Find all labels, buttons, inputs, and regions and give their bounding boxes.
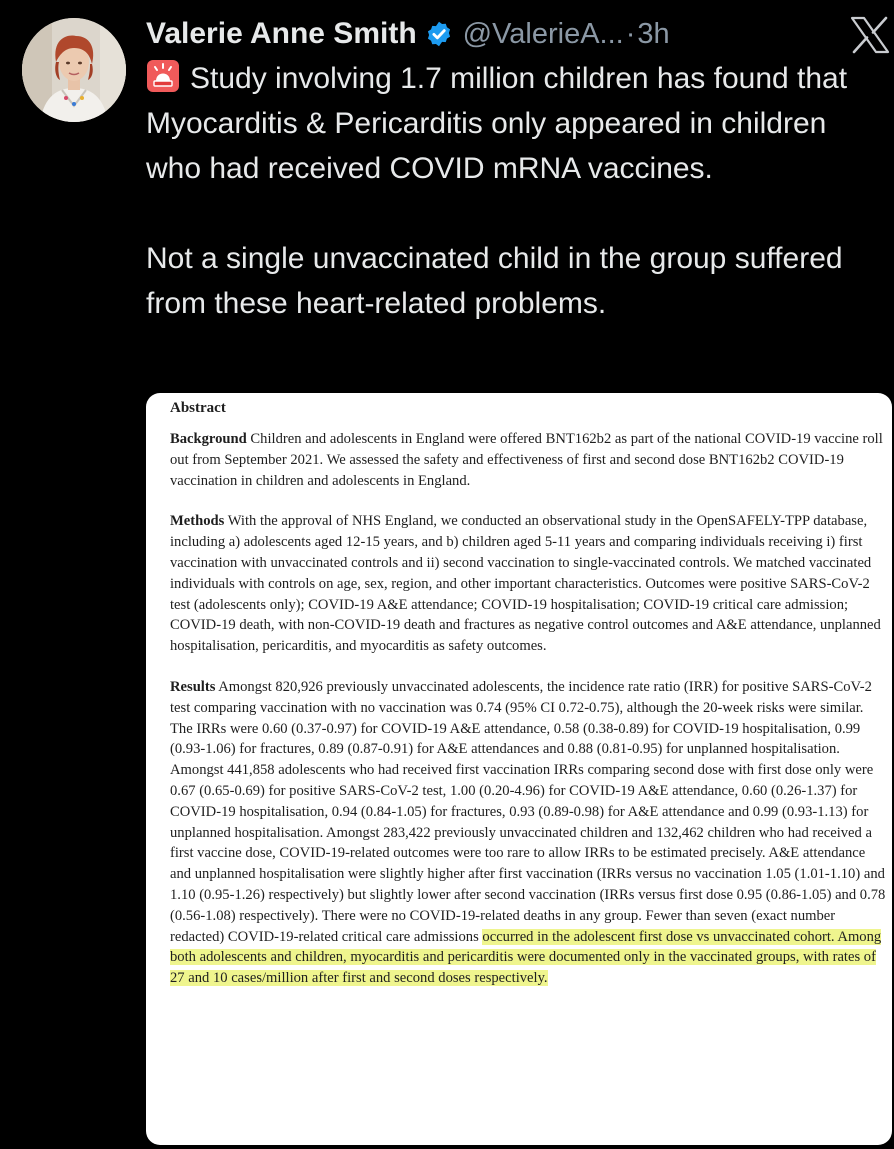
abstract-results — [170, 677, 886, 989]
tweet-header — [146, 14, 894, 54]
abstract-methods — [170, 511, 886, 657]
tweet-text — [146, 56, 886, 326]
tweet-timestamp[interactable]: 3h — [637, 17, 670, 50]
highlighted-text: occurred in the adolescent first dose vs unvaccinated cohort. Among both adolescents and children, myocarditis and pericarditis were documented only in the vaccinated groups, with rates of 27 and 10 cases/million after first and second doses respectively. — [170, 928, 882, 987]
tweet-paragraph-2: Not a single unvaccinated child in the group suffered from these heart-related problems. — [146, 242, 843, 320]
methods-label: Methods — [170, 513, 225, 530]
abstract-background — [170, 429, 886, 491]
author-name[interactable]: Valerie Anne Smith — [146, 17, 417, 50]
results-label: Results — [170, 678, 216, 695]
abstract-heading: Abstract — [170, 400, 226, 416]
tweet-paragraph-1-text: Study involving 1.7 million children has found that Myocarditis & Pericarditis only appeared in children who had received COVID mRNA vaccines. — [146, 62, 848, 185]
separator-dot: · — [625, 17, 636, 50]
avatar[interactable] — [22, 18, 126, 122]
attached-image[interactable] — [146, 393, 892, 1145]
x-logo-icon[interactable] — [850, 16, 890, 54]
tweet-paragraph-1 — [146, 56, 886, 191]
avatar-image — [22, 18, 126, 122]
background-label: Background — [170, 431, 247, 447]
abstract-document — [170, 397, 886, 989]
methods-text: With the approval of NHS England, we conducted an observational study in the OpenSAFELY-TPP database, including a) adolescents aged 12-15 years, and b) children aged 5-11 years and comparing individuals receiving i) first vaccination with unvaccinated controls and ii) second vaccination to single-vaccinated controls. We matched vaccinated individuals with controls on age, sex, region, and other important characteristics. Outcomes were positive SARS-CoV-2 test (adolescents only); COVID-19 A&E attendance; COVID-19 hospitalisation; COVID-19 critical care admission; COVID-19 death, with non-COVID-19 death and fractures as negative control outcomes and A&E attendance, unplanned hospitalisation, pericarditis, and myocarditis as safety outcomes. — [170, 513, 881, 655]
results-text: Amongst 820,926 previously unvaccinated adolescents, the incidence rate ratio (IRR) for positive SARS-CoV-2 test comparing vaccination with no vaccination was 0.74 (95% CI 0.72-0.75), although the 20-week risks were similar. The IRRs were 0.60 (0.37-0.97) for COVID-19 A&E attendance, 0.58 (0.38-0.89) for COVID-19 hospitalisation, 0.99 (0.93-1.06) for fractures, 0.89 (0.87-0.91) for A&E attendances and 0.88 (0.81-0.95) for unplanned hospitalisation. Amongst 441,858 adolescents who had received first vaccination IRRs comparing second dose with first dose only were 0.67 (0.65-0.69) for positive SARS-CoV-2 test, 1.00 (0.20-4.96) for COVID-19 A&E attendance, 0.60 (0.26-1.37) for COVID-19 hospitalisation, 0.94 (0.84-1.05) for fractures, 0.93 (0.89-0.98) for A&E attendance and 0.99 (0.93-1.13) for unplanned hospitalisation. Amongst 283,422 previously unvaccinated children and 132,462 children who had received a first vaccine dose, COVID-19-related outcomes were too rare to allow IRRs to be estimated precisely. A&E attendance and unplanned hospitalisation were slightly higher after first vaccination (IRRs versus no vaccination 1.05 (1.01-1.10) and 1.10 (0.95-1.26) respectively) but slightly lower after second vaccination (IRRs versus first dose 0.95 (0.86-1.05) and 0.78 (0.56-1.08) respectively). There were no COVID-19-related deaths in any group. Fewer than seven (exact number redacted) COVID-19-related critical care admissions — [170, 678, 886, 945]
verified-badge-icon — [425, 20, 453, 48]
background-text: Children and adolescents in England were offered BNT162b2 as part of the national COVID-19 vaccine roll out from September 2021. We assessed the safety and effectiveness of first and second dose BNT162b2 COVID-19 vaccination in children and adolescents in England. — [170, 431, 883, 489]
police-light-emoji-icon — [146, 59, 180, 93]
author-handle[interactable]: @ValerieA... — [462, 17, 624, 50]
